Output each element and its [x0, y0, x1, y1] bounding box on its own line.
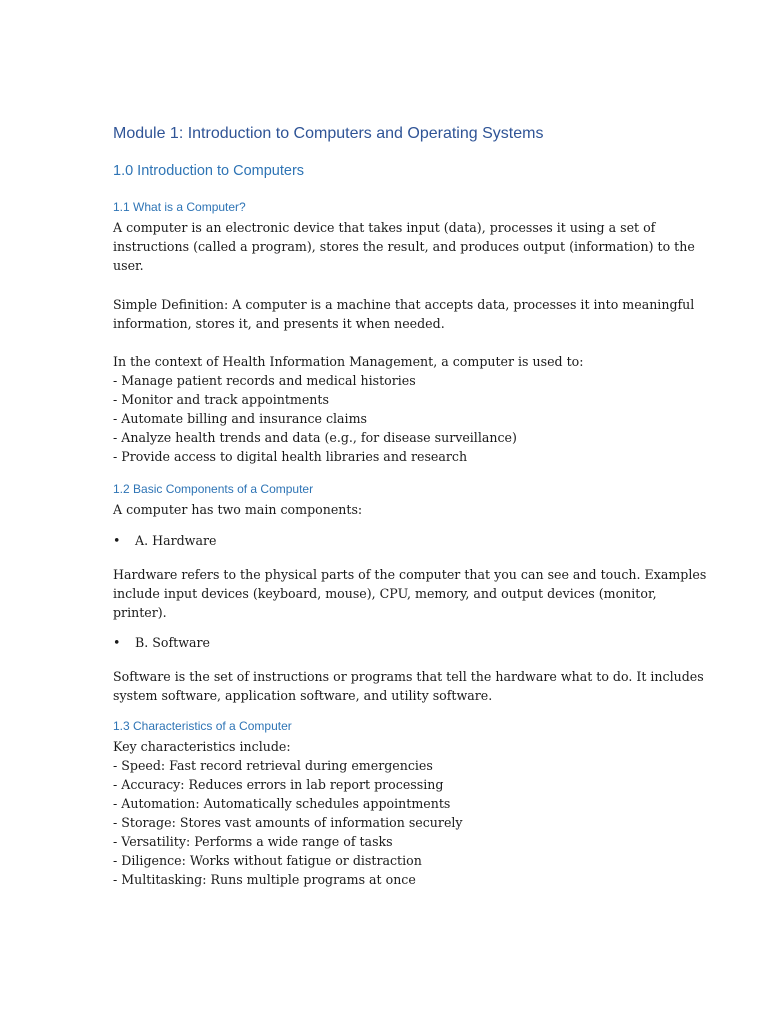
bullet-hardware — [113, 533, 216, 548]
section-title: 1.0 Introduction to Computers — [113, 163, 305, 179]
paragraph-line: Software is the set of instructions or programs that tell the hardware what to do. It includes — [113, 669, 704, 684]
list-item: - Diligence: Works without fatigue or distraction — [113, 853, 422, 868]
list-item: - Automation: Automatically schedules appointments — [113, 796, 451, 811]
subsection-heading-1-3: 1.3 Characteristics of a Computer — [113, 719, 292, 733]
bullet-label: A. Hardware — [135, 533, 217, 548]
list-item: - Manage patient records and medical histories — [113, 373, 416, 388]
characteristics-list — [113, 737, 673, 889]
paragraph-line: Hardware refers to the physical parts of the computer that you can see and touch. Examples — [113, 567, 707, 582]
list-item: - Speed: Fast record retrieval during emergencies — [113, 758, 433, 773]
hardware-paragraph — [113, 565, 707, 622]
bullet-dot: • — [113, 635, 121, 650]
list-item: - Provide access to digital health libraries and research — [113, 449, 468, 464]
subsection-heading-1-2: 1.2 Basic Components of a Computer — [113, 482, 314, 496]
list-item: - Analyze health trends and data (e.g., for disease surveillance) — [113, 430, 517, 445]
list-item: - Versatility: Performs a wide range of tasks — [113, 834, 393, 849]
components-intro — [113, 500, 673, 519]
bullet-dot: • — [113, 533, 121, 548]
software-paragraph — [113, 667, 704, 705]
list-item: - Multitasking: Runs multiple programs at once — [113, 872, 416, 887]
bullet-label: B. Software — [135, 635, 210, 650]
paragraph-line: printer). — [113, 605, 167, 620]
context-list — [113, 352, 673, 466]
module-title: Module 1: Introduction to Computers and Operating Systems — [113, 125, 544, 142]
list-item: Key characteristics include: — [113, 739, 291, 754]
definition-paragraph — [113, 218, 695, 275]
paragraph-line: user. — [113, 258, 144, 273]
paragraph-line: A computer is an electronic device that takes input (data), processes it using a set of — [113, 220, 656, 235]
simple-definition-paragraph — [113, 295, 695, 333]
paragraph-line: instructions (called a program), stores the result, and produces output (information) to the — [113, 239, 695, 254]
paragraph-line: system software, application software, and utility software. — [113, 688, 493, 703]
paragraph-line: A computer has two main components: — [113, 502, 363, 517]
subsection-heading-1-1: 1.1 What is a Computer? — [113, 200, 246, 214]
paragraph-line: information, stores it, and presents it when needed. — [113, 316, 445, 331]
paragraph-line: Simple Definition: A computer is a machine that accepts data, processes it into meaningful — [113, 297, 695, 312]
list-item: - Storage: Stores vast amounts of information securely — [113, 815, 463, 830]
paragraph-line: include input devices (keyboard, mouse), CPU, memory, and output devices (monitor, — [113, 586, 657, 601]
list-item: In the context of Health Information Management, a computer is used to: — [113, 354, 584, 369]
list-item: - Automate billing and insurance claims — [113, 411, 367, 426]
list-item: - Accuracy: Reduces errors in lab report processing — [113, 777, 444, 792]
bullet-software — [113, 635, 210, 650]
list-item: - Monitor and track appointments — [113, 392, 329, 407]
